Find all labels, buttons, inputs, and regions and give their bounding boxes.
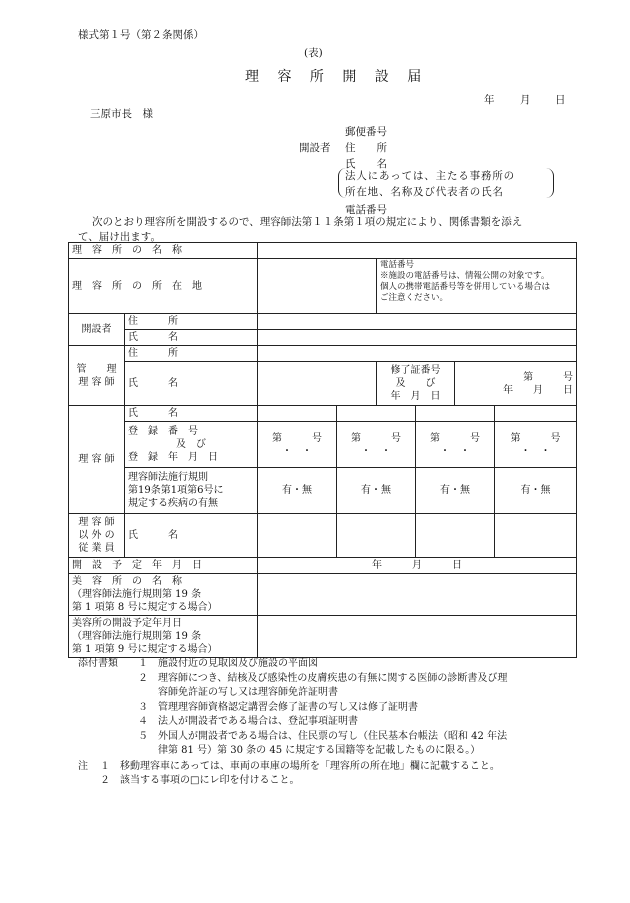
- notes-label: 注: [78, 760, 88, 772]
- date-year: 年: [484, 94, 495, 106]
- opener-section-label: 開設者: [69, 314, 125, 346]
- manager-name-label: 氏 名: [125, 362, 258, 406]
- corp-note-line1: 法人にあっては、主たる事務所の: [345, 170, 515, 182]
- opening-date-field[interactable]: 年 月 日: [258, 558, 577, 574]
- barber-name-2[interactable]: [337, 406, 416, 422]
- registration-field-4[interactable]: 第 号 ・ ・: [495, 422, 577, 468]
- barber-name-1[interactable]: [258, 406, 337, 422]
- opener-address-label: 住 所: [125, 314, 258, 330]
- barber-section-label: 理 容 師: [69, 406, 125, 514]
- intro-line1: 次のとおり理容所を開設するので、理容師法第１１条第１項の規定により、関係書類を添え: [92, 216, 523, 228]
- shop-phone-label: 電話番号: [380, 260, 415, 270]
- shop-location-field[interactable]: [258, 259, 377, 314]
- registration-label: 登 録 番 号 及 び 登 録 年 月 日: [125, 422, 258, 468]
- cert-number-field[interactable]: 第 号 年 月 日: [455, 362, 577, 406]
- barber-name-3[interactable]: [416, 406, 495, 422]
- other-staff-name-label: 氏 名: [125, 514, 258, 558]
- disease-label: 理容師法施行規則 第19条第1項第6号に 規定する疾病の有無: [125, 468, 258, 514]
- disease-choice-3[interactable]: 有・無: [416, 468, 495, 514]
- other-staff-field-1[interactable]: [258, 514, 337, 558]
- attachment-item: ４ 法人が開設者である場合は、登記事項証明書: [138, 716, 358, 727]
- attachment-item: ５ 外国人が開設者である場合は、住民票の写し（住民基本台帳法（昭和 42 年法: [138, 730, 508, 742]
- date-day: 日: [555, 94, 566, 106]
- intro-line2: て、届け出ます。: [78, 231, 161, 243]
- date-month: 月: [520, 94, 531, 106]
- manager-address-label: 住 所: [125, 346, 258, 362]
- cert-number-label: 修了証番号 及 び 年 月 日: [377, 362, 455, 406]
- attachments-label: 添付書類: [78, 658, 118, 669]
- beauty-date-field[interactable]: [258, 616, 577, 658]
- other-staff-field-3[interactable]: [416, 514, 495, 558]
- other-staff-field-4[interactable]: [495, 514, 577, 558]
- attachments-notes: [78, 657, 507, 789]
- shop-location-label: 理 容 所 の 所 在 地: [69, 259, 258, 314]
- disease-choice-4[interactable]: 有・無: [495, 468, 577, 514]
- form-number: 様式第１号（第２条関係）: [78, 29, 204, 41]
- barber-name-4[interactable]: [495, 406, 577, 422]
- side-label: (表): [304, 47, 323, 59]
- manager-address-field[interactable]: [258, 346, 577, 362]
- note-item: ２ 該当する事項の□にレ印を付けること。: [100, 775, 300, 786]
- registration-field-3[interactable]: 第 号 ・ ・: [416, 422, 495, 468]
- postal-code-label: 郵便番号: [345, 126, 387, 138]
- shop-name-field[interactable]: [258, 243, 577, 259]
- beauty-name-label: 美 容 所 の 名 称 （理容師法施行規則第 19 条 第 1 項第 8 号に規定する場合）: [69, 574, 258, 616]
- phone-label: 電話番号: [345, 204, 387, 216]
- address-label: 住 所: [345, 142, 387, 154]
- beauty-date-label: 美容所の開設予定年月日 （理容師法施行規則第 19 条 第 1 項第 9 号に規定する場合）: [69, 616, 258, 658]
- addressee: 三原市長 様: [90, 108, 153, 120]
- name-label: 氏 名: [345, 158, 387, 170]
- opener-name-field[interactable]: [258, 330, 577, 346]
- attachment-item: ３ 管理理容師資格認定講習会修了証書の写し又は修了証明書: [138, 701, 418, 713]
- phone-note-3: ご注意ください。: [380, 293, 449, 303]
- registration-table: [68, 242, 577, 658]
- opener-address-field[interactable]: [258, 314, 577, 330]
- manager-name-field[interactable]: [258, 362, 377, 406]
- shop-name-label: 理 容 所 の 名 称: [69, 243, 258, 259]
- attachment-item: 容師免許証の写し又は理容師免許証明書: [138, 687, 338, 698]
- beauty-name-field[interactable]: [258, 574, 577, 616]
- note-item: １ 移動理容車にあっては、車両の車庫の場所を「理容所の所在地」欄に記載すること。: [100, 760, 500, 772]
- manager-section-label: 管 理 理 容 師: [69, 346, 125, 406]
- page-title: 理 容 所 開 設 届: [245, 69, 429, 85]
- attachment-item: １ 施設付近の見取図及び施設の平面図: [138, 658, 318, 669]
- opener-label: 開設者: [299, 142, 331, 154]
- attachment-item: ２ 理容師につき、結核及び感染性の皮膚疾患の有無に関する医師の診断書及び理: [138, 672, 508, 684]
- disease-choice-1[interactable]: 有・無: [258, 468, 337, 514]
- opener-name-label: 氏 名: [125, 330, 258, 346]
- opening-date-label: 開 設 予 定 年 月 日: [69, 558, 258, 574]
- phone-note-1: ※施設の電話番号は、情報公開の対象です。: [380, 271, 550, 281]
- phone-note-2: 個人の携帯電話番号等を併用している場合は: [380, 282, 551, 292]
- disease-choice-2[interactable]: 有・無: [337, 468, 416, 514]
- registration-field-1[interactable]: 第 号 ・ ・: [258, 422, 337, 468]
- registration-field-2[interactable]: 第 号 ・ ・: [337, 422, 416, 468]
- corp-note-line2: 所在地、名称及び代表者の氏名: [345, 186, 504, 198]
- shop-phone-cell[interactable]: [377, 259, 577, 314]
- barber-name-label: 氏 名: [125, 406, 258, 422]
- other-staff-label: 理 容 師 以 外 の 従 業 員: [69, 514, 125, 558]
- other-staff-field-2[interactable]: [337, 514, 416, 558]
- attachment-item: 律第 81 号）第 30 条の 45 に規定する国籍等を記載したものに限る。）: [138, 745, 481, 756]
